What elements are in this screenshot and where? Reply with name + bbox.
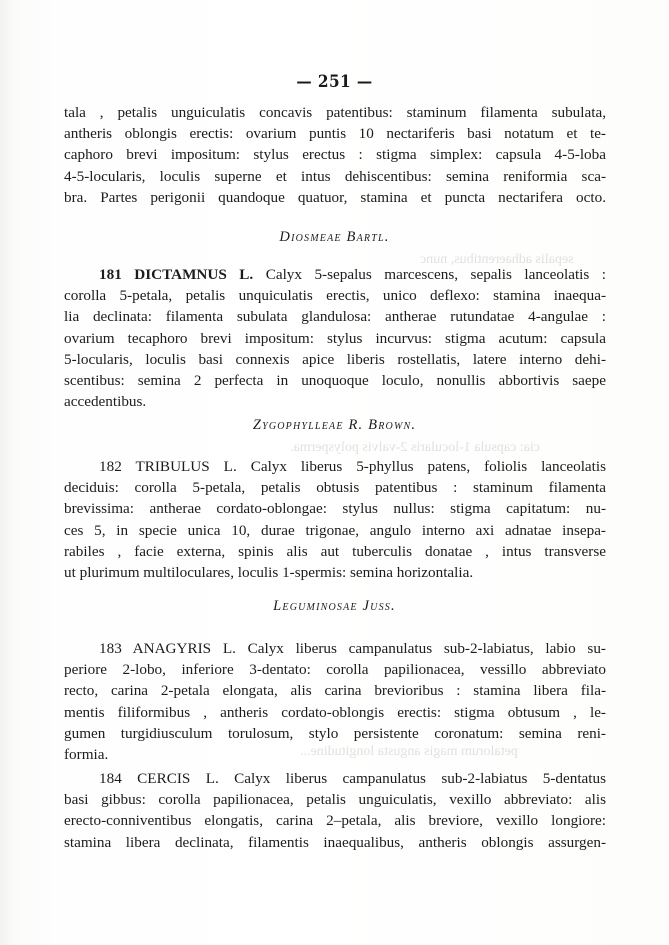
text-line: formia.	[64, 745, 109, 763]
text-line: stamina libera declinata, filamentis inaequalibus, antheris oblongis assurgen-	[64, 833, 606, 851]
text-line: antheris oblongis erectis: ovarium puntis 10 nectariferis basi notatum et te-	[64, 125, 606, 143]
entry-181-dictamnus	[64, 264, 606, 412]
entry-first-line	[64, 638, 606, 659]
text-line: caphoro brevi impositum: stylus erectus : stigma simplex: capsula 4-5-loba	[64, 146, 606, 164]
page-number: — 251 —	[296, 72, 373, 92]
section-heading-diosmeae: Diosmeae Bartl.	[279, 229, 390, 245]
entry-text: Calyx 5-sepalus marcescens, sepalis lanceolatis :	[253, 266, 607, 283]
entry-number: 181	[99, 266, 122, 283]
entry-183-anagyris	[64, 638, 606, 765]
entry-first-line	[64, 264, 606, 285]
bleed-through-text: petalorum magis angusta longitudine...	[300, 744, 518, 759]
entry-text: Calyx liberus campanulatus sub-2-labiatus 5-dentatus	[218, 770, 606, 787]
entry-genus: DICTAMNUS L.	[134, 266, 254, 283]
section-heading-zygophylleae: Zygophylleae R. Brown.	[252, 417, 417, 433]
entry-first-line	[64, 768, 606, 789]
text-line: ces 5, in specie unica 10, durae trigonae, angulo interno axi adnatae insepa-	[64, 521, 606, 539]
text-line: erecto-conniventibus elongatis, carina 2–petala, alis breviore, vexillo longiore:	[64, 812, 606, 830]
bleed-through-text: cia: capsula 1-locularis 2-valvis polysperma.	[290, 440, 540, 455]
text-line: periore 2-lobo, inferiore 3-dentato: corolla papilionacea, vessillo abbreviato	[64, 661, 606, 679]
text-line: deciduis: corolla 5-petala, petalis obtusis patentibus : staminum filamenta	[64, 479, 606, 497]
entry-text: Calyx liberus 5-phyllus patens, foliolis lanceolatis	[236, 458, 607, 475]
entry-genus: ANAGYRIS L.	[132, 640, 236, 657]
text-line: recto, carina 2-petala elongata, alis carina brevioribus : stamina libera fila-	[64, 682, 606, 700]
entry-184-cercis	[64, 768, 606, 853]
text-line: basi gibbus: corolla papilionacea, petalis unguiculatis, vexillo abbreviato: alis	[64, 791, 606, 809]
text-line: brevissima: antherae cordato-oblongae: stylus nullus: stigma capitatum: nu-	[64, 500, 606, 518]
entry-number: 182	[99, 458, 122, 475]
bleed-through-text: sepalis adhaerentibus, nunc	[420, 252, 574, 267]
text-line: ovarium tecaphoro brevi impositum: stylus incurvus: stigma acutum: capsula	[64, 329, 606, 347]
entry-first-line	[64, 456, 606, 477]
text-line: ut plurimum multiloculares, loculis 1-spermis: semina horizontalia.	[64, 563, 474, 581]
entry-text: Calyx liberus campanulatus sub-2-labiatus, labio su-	[235, 640, 606, 657]
continuation-paragraph	[64, 102, 606, 208]
text-line: accedentibus.	[64, 393, 147, 411]
text-line: rabiles , facie externa, spinis alis aut tuberculis donatae , intus transverse	[64, 542, 606, 560]
entry-genus: TRIBULUS L.	[135, 458, 237, 475]
entry-number: 183	[99, 640, 122, 657]
text-line: gumen turgidiusculum torulosum, stylo persistente coronatum: semina reni-	[64, 724, 606, 742]
entry-number: 184	[99, 770, 122, 787]
text-line: bra. Partes perigonii quandoque quatuor, stamina et puncta nectarifera octo.	[64, 188, 606, 206]
text-line: 4-5-locularis, loculis superne et intus dehiscentibus: semina reniformia sca-	[64, 167, 606, 185]
text-line: corolla 5-petala, petalis unquiculatis erectis, unico deflexo: stamina inaequa-	[64, 287, 606, 305]
text-line: 5-locularis, loculis basi connexis apice liberis rostellatis, latere interno dehi-	[64, 350, 606, 368]
section-heading-leguminosae: Leguminosae Juss.	[273, 598, 396, 614]
text-line: scentibus: semina 2 perfecta in unoquoque loculo, nonullis abbortivis saepe	[64, 371, 606, 389]
text-line: mentis filiformibus , antheris cordato-oblongis erectis: stigma obtusum , le-	[64, 703, 606, 721]
text-line: lia declinata: filamenta subulata glandulosa: antherae rutundatae 4-angulae :	[64, 308, 606, 326]
entry-182-tribulus	[64, 456, 606, 583]
entry-genus: CERCIS L.	[137, 770, 219, 787]
text-line: tala , petalis unguiculatis concavis patentibus: staminum filamenta subulata,	[64, 104, 606, 121]
